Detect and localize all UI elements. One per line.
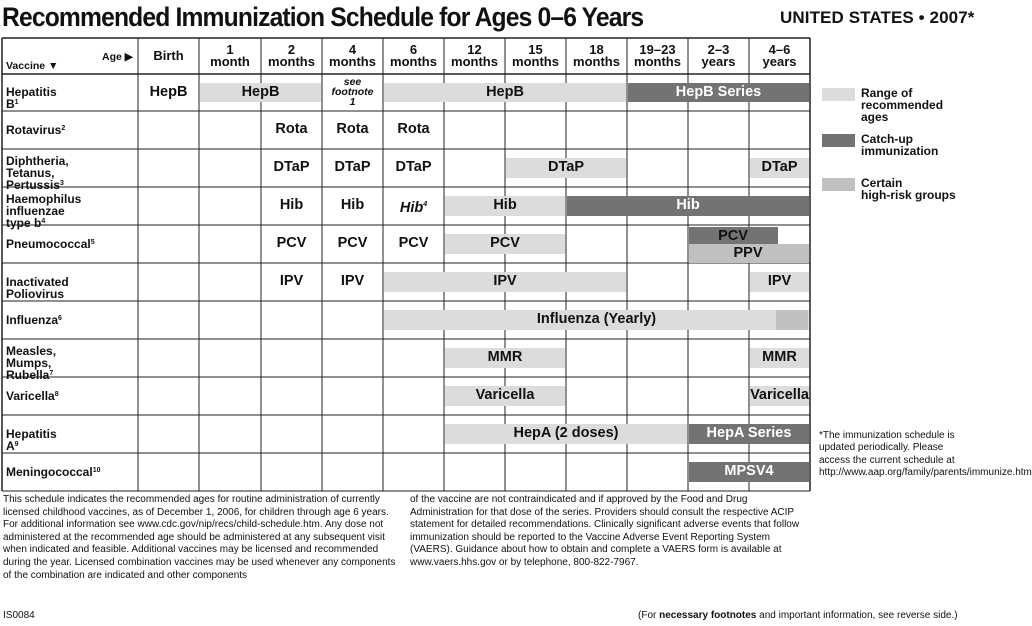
legend-swatch-highrisk [822,178,855,191]
dose-cell [383,236,444,250]
age-column-header: 4 months [329,42,376,69]
dose-cell [322,122,383,136]
schedule-bar-label: HepA Series [706,425,792,441]
vaccine-name-4 [6,238,95,250]
dose-cell-text: PCV [276,235,307,251]
vaccine-label: Rotavirus [6,122,62,137]
schedule-bar-label: PCV [490,235,520,251]
schedule-bar-label: MMR [762,349,797,365]
footnote-ref: 4 [41,218,46,225]
dose-cell [261,236,322,250]
footer-paragraph-right: of the vaccine are not contraindicated and if approved by the Food and Drug Administration for that dose of the series. Providers should consult the respective ACIP statement for detailed recommendations. Clinically significant adverse events that follow immunization should be reported to the Vaccine Adverse Event Reporting System (VAERS). Guidance about how to obtain and complete a VAERS form is available at www.vaers.hhs.gov or by telephone, 800-822-7967. [410,494,800,568]
dose-cell [383,198,444,215]
age-column-header: 6 months [390,42,437,69]
title-main: Recommended Immunization Schedule for Ages 0–6 Years [2,2,644,32]
schedule-bar-label: DTaP [761,159,798,175]
schedule-bar-label: MMR [487,349,523,365]
dose-cell-text: PCV [398,235,429,251]
footnote-ref: 6 [58,314,62,322]
dose-cell-text: IPV [340,273,365,289]
footnote-ref: 1 [14,99,19,106]
vaccine-label: Measles, Mumps, Rubella [6,344,57,382]
dose-cell [261,198,322,212]
reverse-side-note [638,610,958,623]
schedule-bar-label: DTaP [548,159,584,175]
age-column-header: 2 months [268,42,315,69]
vaccine-name-3 [6,193,81,229]
schedule-bar-label: HepA (2 doses) [513,425,619,441]
vaccine-label: Influenza [6,312,59,327]
age-row-header: Age ▶ [102,51,133,63]
vaccine-name-6 [6,314,62,326]
vaccine-name-5 [6,276,69,300]
age-column-header: 18 months [573,42,620,69]
influenza-highrisk-bar [776,310,808,330]
footnote-ref: 3 [60,180,64,187]
vaccine-name-7 [6,345,56,381]
legend-swatch-catchup [822,134,855,147]
legend-swatch-range [822,88,855,101]
legend-label-range: Range of recommended ages [861,86,944,124]
age-column-header: 12 months [451,42,498,69]
footnote-ref: 7 [49,370,54,377]
side-note: *The immunization schedule is updated periodically. Please access the current schedule at http://www.aap.org/family/parents/immunize.htm [819,430,1032,479]
dose-cell [322,160,383,174]
dose-cell-text: Rota [275,121,308,137]
dose-cell-text: Rota [336,121,369,137]
dose-cell-text: Hib [340,197,365,213]
document-code: IS0084 [3,610,35,621]
schedule-bar-label: Hib [676,197,700,213]
vaccine-name-1 [6,124,65,136]
title-country-year: UNITED STATES • 2007* [780,8,975,27]
dose-cell [261,160,322,174]
age-column-header: 4–6 years [762,42,797,69]
schedule-bar-label: Varicella [475,387,535,403]
dose-cell [322,274,383,288]
footnote-ref: 4 [423,201,428,208]
ppv-highrisk-label: PPV [733,245,763,261]
vaccine-label: Diphtheria, Tetanus, Pertussis [6,154,69,192]
schedule-bar-label: HepB [241,83,280,100]
vaccine-name-8 [6,390,59,402]
dose-cell [322,236,383,250]
footnote-ref: 5 [90,238,95,246]
dose-cell-text: IPV [279,273,304,289]
reverse-side-note-suffix: and important information, see reverse side.) [756,610,958,621]
footnote-ref: 9 [14,440,19,448]
vaccine-label: Haemophilus influenzae type b [6,192,82,230]
age-column-header: 2–3 years [701,42,736,69]
vaccine-label: Inactivated Poliovirus [6,274,69,301]
vaccine-label: Hepatitis B [6,85,57,111]
footer-paragraph-left: This schedule indicates the recommended ages for routine administration of currently licensed childhood vaccines, as of December 1, 2006, for children through age 6 years. For additional information see www.cdc.gov/nip/recs/child-schedule.htm. Any dose not administered at the recommended age should be administered at any subsequent visit when indicated and feasible. Additional vaccines may be licensed and recommended during the year. Licensed combination vaccines may be used whenever any components of the combination are indicated and other components [3,494,396,581]
dose-cell-text: HepB [149,83,188,100]
dose-cell [261,122,322,136]
dose-cell [383,122,444,136]
footnote-ref: 8 [54,390,59,398]
schedule-bar-label: HepB Series [675,83,762,100]
schedule-bar-label: IPV [493,273,517,289]
dose-cell-text: DTaP [273,159,310,175]
age-column-header: Birth [153,48,184,63]
vaccine-name-2 [6,155,69,191]
dose-cell-text: Hib [279,197,304,213]
schedule-bar-label: Varicella [750,387,809,403]
dose-cell [322,77,383,107]
vaccine-label: Pneumococcal [6,236,91,251]
schedule-bar-label: HepB [486,83,524,100]
age-column-header: 19–23 months [634,42,681,69]
dose-cell-text: DTaP [334,159,371,175]
footnote-ref: 10 [92,466,101,474]
legend-label-catchup: Catch-up immunization [861,132,939,158]
schedule-bar-label: MPSV4 [724,463,774,479]
vaccine-column-header: Vaccine ▼ [6,60,59,72]
dose-cell-text: PCV [337,235,368,251]
vaccine-label: Varicella [6,388,55,403]
vaccine-name-10 [6,466,100,478]
reverse-side-note-bold: necessary footnotes [659,610,757,621]
age-column-header: 1 month [210,42,250,69]
legend-label-highrisk: Certain high-risk groups [861,176,956,202]
dose-cell-text: Rota [397,121,430,137]
dose-cell [322,198,383,212]
vaccine-label: Hepatitis A [6,426,57,453]
vaccine-name-9 [6,428,57,452]
pcv-catchup-label: PCV [718,228,748,244]
dose-cell [383,160,444,174]
vaccine-name-0 [6,86,57,110]
footnote-ref: 2 [61,124,66,132]
dose-cell-text: DTaP [395,159,432,175]
dose-cell [261,274,322,288]
reverse-side-note-prefix: (For [638,610,660,621]
dose-cell-text: Hib [399,199,424,216]
dose-cell-text: see footnote 1 [331,76,374,108]
schedule-bar-label: Hib [493,197,517,213]
schedule-bar-label: Influenza (Yearly) [536,311,657,327]
vaccine-label: Meningococcal [6,464,93,479]
schedule-bar-label: IPV [767,273,792,289]
dose-cell [138,85,199,99]
age-column-header: 15 months [512,42,559,69]
